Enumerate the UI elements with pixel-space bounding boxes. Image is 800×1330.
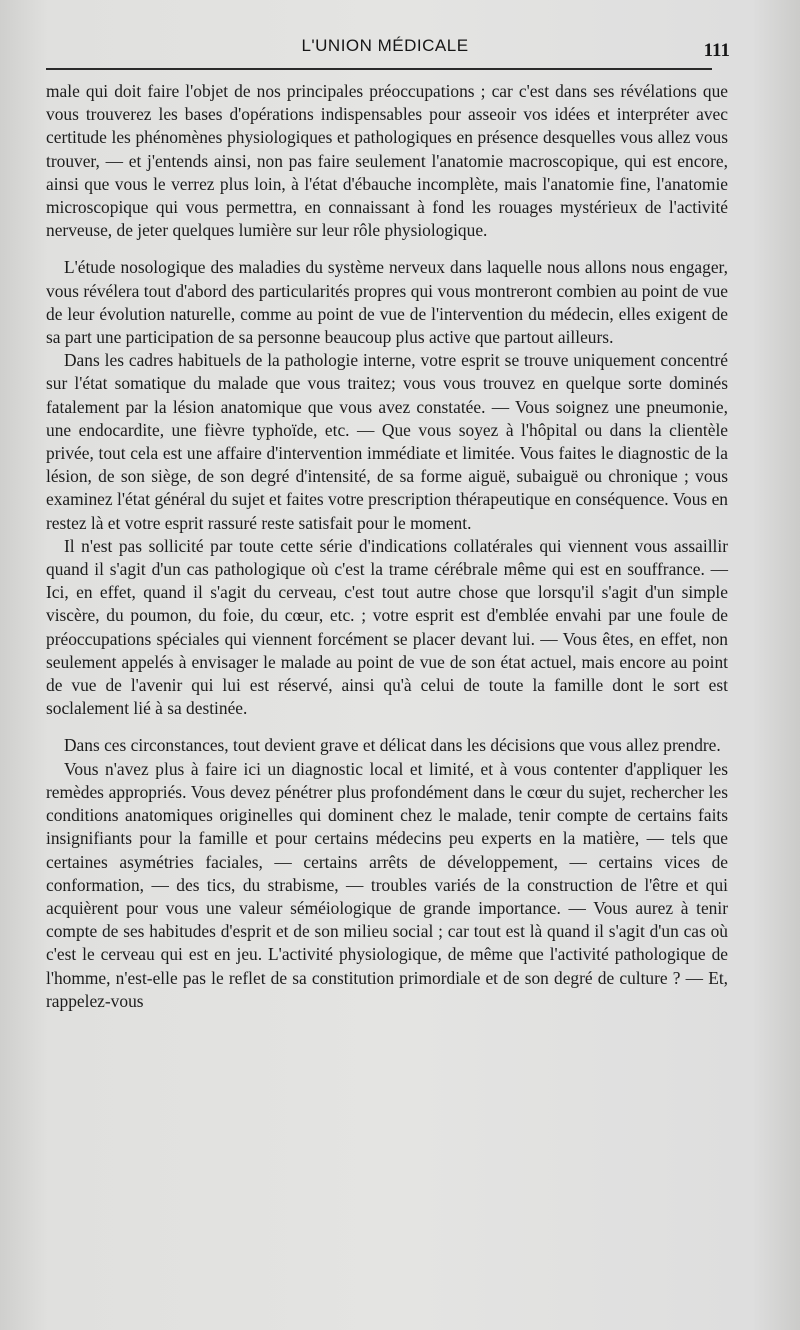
paragraph: Dans ces circonstances, tout devient grave et délicat dans les décisions que vous allez prendre. xyxy=(64,735,721,756)
body-text xyxy=(46,80,728,1013)
paragraph-continuation: male qui doit faire l'objet de nos principales préoccupations ; car c'est dans ses révélations que vous trouverez les bases d'opérations indispensables pour asseoir vos idées et interpréter avec certitude les phénomènes physiologiques et pathologiques en présence desquelles vous allez vous trouver, — et j'entends ainsi, non pas faire seulement l'anatomie macroscopique, qui est encore, ainsi que vous le verrez plus loin, à l'état d'ébauche incomplète, mais l'anatomie fine, l'anatomie microscopique qui vous permettra, en connaissant à fond les rouages mystérieux de l'activité nerveuse, de jeter quelques lumière sur leur rôle physiologique. xyxy=(46,81,728,241)
page-header xyxy=(40,34,730,64)
paragraph: Il n'est pas sollicité par toute cette série d'indications collatérales qui viennent vous assaillir quand il s'agit d'un cas pathologique où c'est la trame cérébrale même qui est en souffrance. — Ici, en effet, quand il s'agit du cerveau, c'est tout autre chose que lorsqu'il s'agit d'un simple viscère, du poumon, du foie, du cœur, etc. ; votre esprit est d'emblée envahi par une foule de préoccupations spéciales qui viennent forcément se placer devant lui. — Vous êtes, en effet, non seulement appelés à envisager le malade au point de vue de son état actuel, mais encore au point de vue de l'avenir qui lui est réservé, ainsi qu'à celui de toute la famille dont le sort est soclalement lié à sa destinée. xyxy=(46,535,728,719)
paragraph: Dans les cadres habituels de la pathologie interne, votre esprit se trouve uniquement concentré sur l'état somatique du malade que vous traitez; vous vous trouvez en quelque sorte dominés fatalement par la lésion anatomique que vous avez constatée. — Vous soignez une pneumonie, une endocardite, une fièvre typhoïde, etc. — Que vous soyez à l'hôpital ou dans la clientèle privée, tout cela est une affaire d'intervention immédiate et limitée. Vous faites le diagnostic de la lésion, de son siège, de son degré d'intensité, de sa forme aiguë, subaiguë ou chronique ; vous examinez l'état général du sujet et faites votre prescription thérapeutique en conséquence. Vous en restez là et votre esprit rassuré reste satisfait pour le moment. xyxy=(46,350,728,533)
paragraph: L'étude nosologique des maladies du système nerveux dans laquelle nous allons nous engager, vous révélera tout d'abord des particularités propres qui vous montreront combien au point de vue de leur évolution naturelle, comme au point de vue de l'intervention du médecin, elles exigent de sa part une participation de sa personne beaucoup plus active que partout ailleurs. xyxy=(46,257,728,348)
page-number: 111 xyxy=(703,40,730,61)
paragraph: Vous n'avez plus à faire ici un diagnostic local et limité, et à vous contenter d'appliquer les remèdes appropriés. Vous devez pénétrer plus profondément dans le cœur du sujet, rechercher les conditions anatomiques originelles qui dominent chez le malade, tenir compte de certains faits insignifiants pour la famille et pour certains médecins peu experts en la matière, — tels que certaines asymétries faciales, — certains arrêts de développement, — certains vices de conformation, — des tics, du strabisme, — troubles variés de la construction de l'être et qui acquièrent pour vous une valeur séméiologique de grande importance. — Vous aurez à tenir compte de ses habitudes d'esprit et de son milieu social ; car tout est là quand il s'agit d'un cas où c'est le cerveau qui est en jeu. L'activité physiologique, de même que l'activité pathologique de l'homme, n'est-elle pas le reflet de sa constitution primordiale et de son degré de culture ? — Et, rappelez-vous xyxy=(46,758,728,1011)
header-rule xyxy=(46,68,712,70)
running-title: L'UNION MÉDICALE xyxy=(301,36,469,55)
